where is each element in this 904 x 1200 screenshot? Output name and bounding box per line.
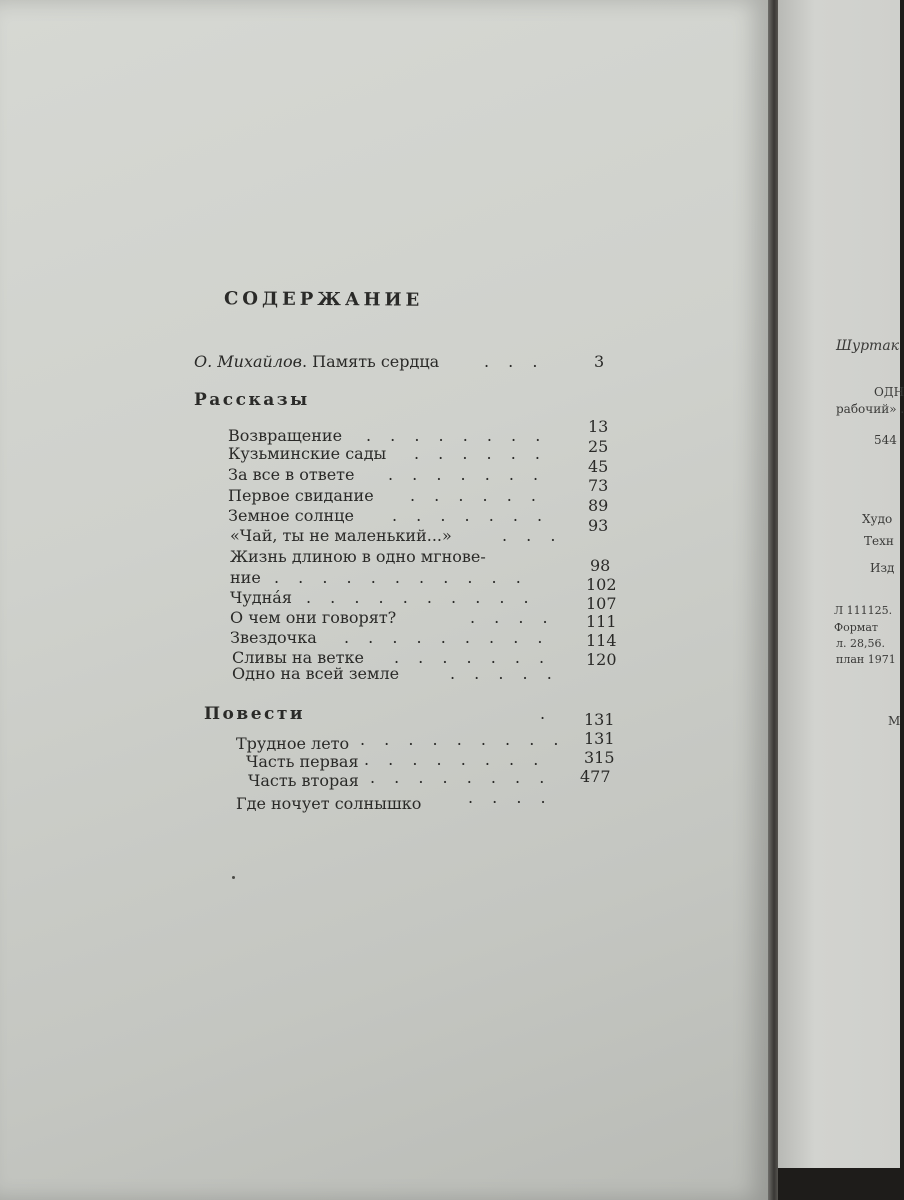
right-page-line: рабочий» .: [836, 402, 904, 416]
paper-speck: [232, 876, 235, 879]
right-page-line: Худо: [862, 512, 893, 526]
novellas-heading: Повести: [204, 704, 306, 724]
list-item-page: 73: [588, 476, 609, 495]
dot-leader: . . . . . . . .: [366, 426, 548, 445]
list-item: Часть вторая: [248, 771, 359, 790]
list-item: Сливы на ветке: [232, 648, 364, 667]
list-item: Жизнь длиною в одно мгнове-: [230, 547, 486, 566]
list-item-page: 120: [586, 650, 617, 669]
list-item-page: 477: [580, 767, 611, 786]
dot-leader: . . . . . . . .: [364, 750, 546, 769]
dot-leader: . . . . . .: [410, 486, 543, 505]
dot-leader: . . . . . . .: [388, 465, 546, 484]
preface-author: О. Михайлов: [194, 352, 302, 371]
right-page-line: Шуртак: [836, 338, 900, 354]
list-item-page: 114: [586, 631, 617, 650]
right-page-line: Формат: [834, 621, 878, 634]
dot-leader: . . .: [484, 352, 545, 371]
right-page-line: Л 111125.: [834, 604, 893, 617]
dot-leader: . . . .: [468, 788, 553, 807]
novellas-heading-page: 131: [584, 710, 615, 729]
dot-leader: . . . . . . .: [394, 648, 552, 667]
dot-leader: . . . . .: [450, 664, 559, 683]
dot-leader: . . . . . . . . .: [360, 730, 566, 749]
list-item: Кузьминские сады: [228, 444, 387, 463]
list-item: Одно на всей земле: [232, 664, 400, 683]
list-item-page: 98: [590, 556, 611, 575]
list-item-page: 111: [586, 612, 617, 631]
right-page-line: Техн: [864, 534, 894, 548]
list-item: Возвращение: [228, 426, 343, 445]
list-item: «Чай, ты не маленький...»: [230, 526, 452, 545]
book-gutter: [768, 0, 778, 1200]
dot-leader: . . .: [502, 526, 563, 545]
list-item-page: 25: [588, 437, 609, 456]
dot-leader: . . . .: [470, 608, 555, 627]
dot-leader: . . . . . . . . . . .: [274, 568, 528, 587]
right-page-line: ОДН: [874, 385, 904, 399]
list-item: О чем они говорят?: [230, 608, 397, 627]
list-item: Часть первая: [246, 752, 359, 771]
list-item: ние: [230, 568, 261, 587]
right-page-line: л. 28,56.: [836, 637, 885, 650]
dot-leader: . . . . . . . . .: [344, 628, 550, 647]
list-item: Земное солнце: [228, 506, 354, 525]
right-page-line: план 1971: [836, 653, 896, 666]
list-item-page: 89: [588, 496, 609, 515]
list-item: За все в ответе: [228, 465, 355, 484]
dot-leader: .: [540, 704, 553, 723]
right-page-line: 544: [874, 433, 897, 447]
right-page-line: Изд: [870, 561, 895, 575]
dot-leader: . . . . . .: [414, 444, 547, 463]
list-item-page: 45: [588, 457, 609, 476]
list-item: Звездочка: [230, 628, 317, 647]
dot-leader: . . . . . . .: [392, 506, 550, 525]
right-page-line: М: [888, 714, 901, 728]
list-item: Чудна́я: [230, 588, 292, 607]
list-item-page: 93: [588, 516, 609, 535]
list-item: Трудное лето: [236, 734, 350, 753]
list-item-page: 107: [586, 594, 617, 613]
stories-heading: Рассказы: [194, 390, 310, 410]
preface-title: . Память сердца: [301, 352, 440, 371]
list-item-page: 102: [586, 575, 617, 594]
right-page: [778, 0, 904, 1168]
page-title: СОДЕРЖАНИЕ: [223, 288, 424, 311]
preface-entry: [194, 352, 439, 371]
preface-page: 3: [594, 352, 605, 371]
list-item-page: 13: [588, 417, 609, 436]
list-item-page: 131: [584, 729, 615, 748]
list-item: Первое свидание: [228, 486, 374, 505]
dot-leader: . . . . . . . .: [370, 768, 552, 787]
list-item-page: 315: [584, 748, 615, 767]
list-item: Где ночует солнышко: [236, 794, 422, 813]
dot-leader: . . . . . . . . . .: [306, 588, 536, 607]
